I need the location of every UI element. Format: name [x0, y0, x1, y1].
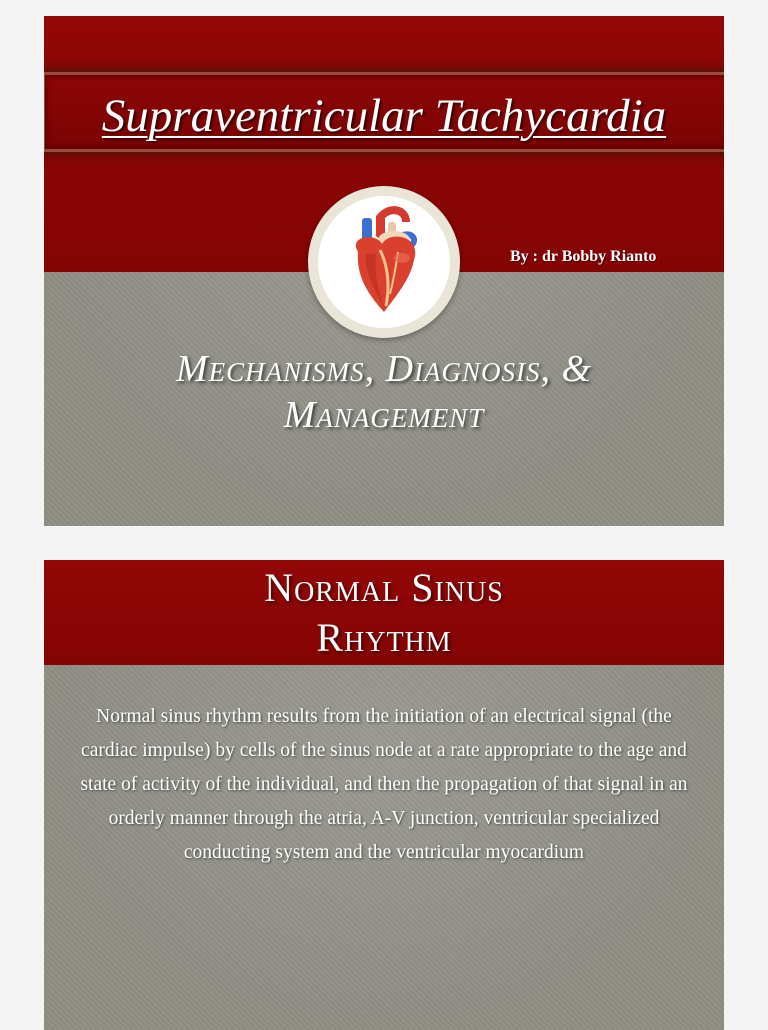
heart-icon	[318, 196, 450, 328]
subtitle-line-2: Management	[283, 394, 485, 436]
slide-title	[44, 16, 724, 526]
slide-title-line-1: Normal Sinus	[264, 565, 504, 610]
slide-body-text: Normal sinus rhythm results from the initiation of an electrical signal (the cardiac impulse) by cells of the sinus node at a rate appropriate to the age and state of activity of the individual, and then the propagation of that signal in an orderly manner through the atria, A-V junction, ventricular specialized conducting system and the ventricular myocardium	[80, 706, 688, 863]
presentation-title: Supraventricular Tachycardia	[101, 90, 667, 142]
heart-image	[318, 196, 450, 328]
slide-normal-sinus-rhythm	[44, 560, 724, 1030]
heart-image-frame	[308, 186, 460, 338]
slide-title	[44, 563, 724, 663]
author-label: By : dr Bobby Rianto	[510, 248, 657, 265]
slide-title-line-2: Rhythm	[316, 615, 452, 660]
presentation-subtitle	[44, 346, 724, 438]
subtitle-line-1: Mechanisms, Diagnosis, &	[175, 348, 593, 390]
